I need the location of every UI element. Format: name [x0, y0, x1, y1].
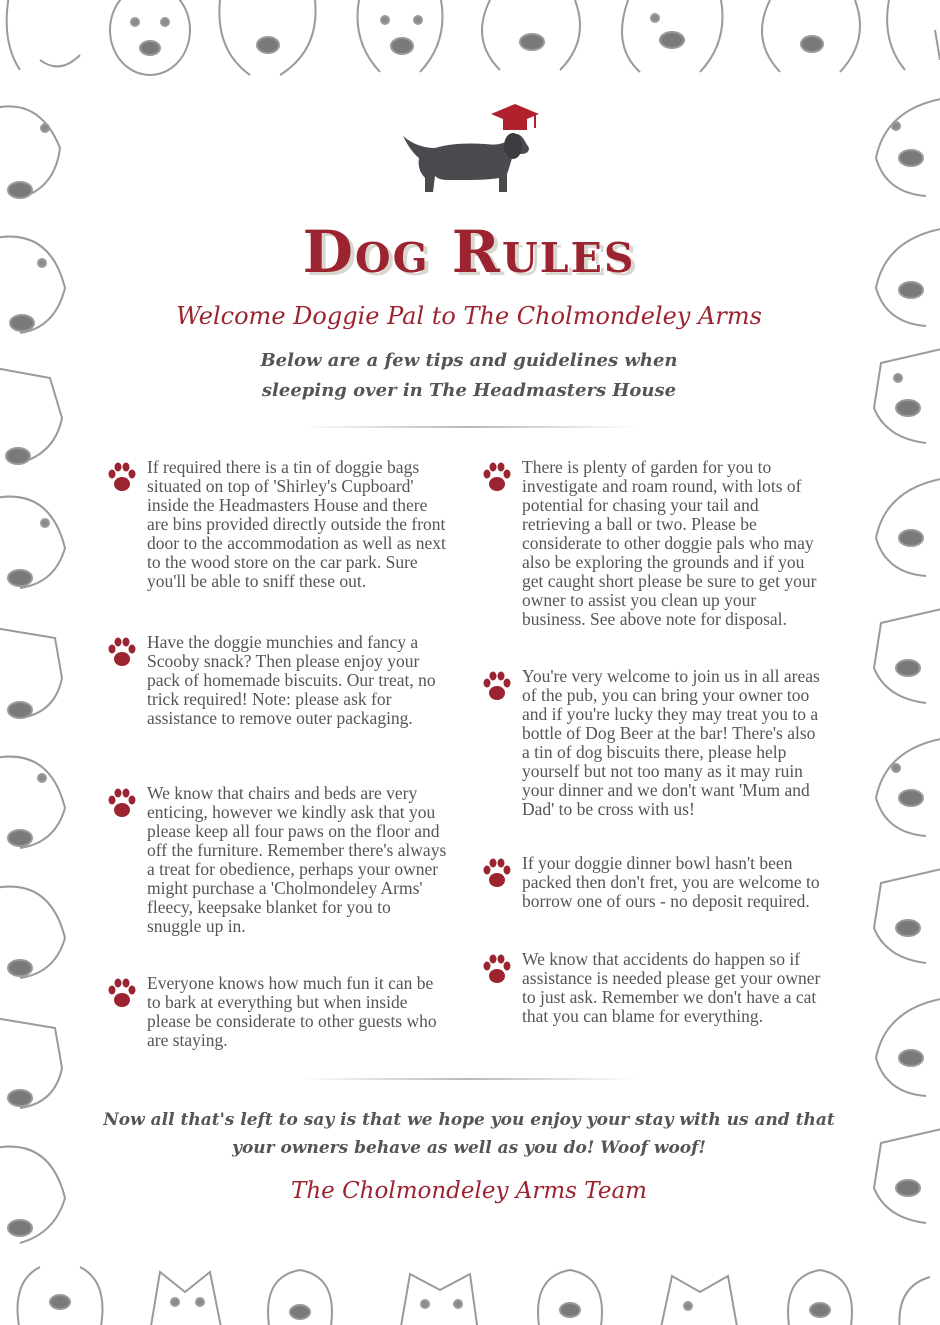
- divider: [300, 1078, 638, 1080]
- paw-print-icon: [482, 952, 512, 986]
- border-left-sketches: [0, 78, 72, 1262]
- dog-sketch-pattern-icon: [0, 0, 940, 78]
- rule-text: If your doggie dinner bowl hasn't been packed then don't fret, you are welcome to borrow one of ours - no deposit required.: [522, 853, 820, 911]
- border-right-sketches: [866, 78, 940, 1262]
- welcome-subtitle: Welcome Doggie Pal to The Cholmondeley Arms: [176, 302, 762, 330]
- signoff: The Cholmondeley Arms Team: [291, 1178, 647, 1204]
- paw-print-icon: [107, 786, 137, 820]
- paw-print-icon: [107, 460, 137, 494]
- rule-text: If required there is a tin of doggie bags situated on top of 'Shirley's Cupboard' inside the Headmasters House and there are bins provided directly outside the front door to the accommodation as well as next to the wood store on the car park. Sure you'll be able to sniff these out.: [147, 457, 446, 591]
- border-top-sketches: [0, 0, 940, 78]
- rule-text: You're very welcome to join us in all areas of the pub, you can bring your owner too and if you're lucky they may treat you to a bottle of Dog Beer at the bar! There's also a tin of dog biscuits there, please help yourself but not too many as it may ruin your dinner and we don't want 'Mum and Dad' to be cross with us!: [522, 666, 820, 819]
- divider: [300, 426, 638, 428]
- page-title: Dog Rules: [302, 218, 636, 286]
- intro-text: Below are a few tips and guidelines when sleeping over in The Headmasters House: [260, 350, 678, 401]
- rule-text: We know that chairs and beds are very enticing, however we kindly ask that you please keep all four paws on the floor and off the furniture. Remember there's always a treat for obedience, perhaps your owner might purchase a 'Cholmondeley Arms' fleecy, keepsake blanket for you to snuggle up in.: [147, 783, 447, 936]
- dog-sketch-pattern-icon: [0, 1262, 940, 1325]
- dog-sketch-pattern-icon: [0, 78, 72, 1262]
- rule-text: Everyone knows how much fun it can be to bark at everything but when inside please be considerate to other guests who are staying.: [147, 973, 437, 1050]
- paw-print-icon: [482, 669, 512, 703]
- border-bottom-sketches: [0, 1262, 940, 1325]
- rule-text: There is plenty of garden for you to investigate and roam round, with lots of potential for chasing your tail and retrieving a ball or two. Please be considerate to other doggie pals who may also be exploring the grounds and if you get caught short please be sure to get your owner to assist you clean up your business. See above note for disposal.: [522, 457, 817, 629]
- rule-text: Have the doggie munchies and fancy a Scooby snack? Then please enjoy your pack of homemade biscuits. Our treat, no trick required! Note: please ask for assistance to remove outer packaging.: [147, 632, 436, 728]
- dachshund-with-graduation-cap-icon: [395, 96, 545, 201]
- dog-sketch-pattern-icon: [866, 78, 940, 1262]
- paw-print-icon: [107, 976, 137, 1010]
- paw-print-icon: [482, 460, 512, 494]
- paw-print-icon: [482, 856, 512, 890]
- closing-text: Now all that's left to say is that we hope you enjoy your stay with us and that your owners behave as well as you do! Woof woof!: [103, 1110, 835, 1158]
- rule-text: We know that accidents do happen so if assistance is needed please get your owner to just ask. Remember we don't have a cat that you can blame for everything.: [522, 949, 821, 1026]
- rules-sheet: [72, 78, 866, 1262]
- paw-print-icon: [107, 635, 137, 669]
